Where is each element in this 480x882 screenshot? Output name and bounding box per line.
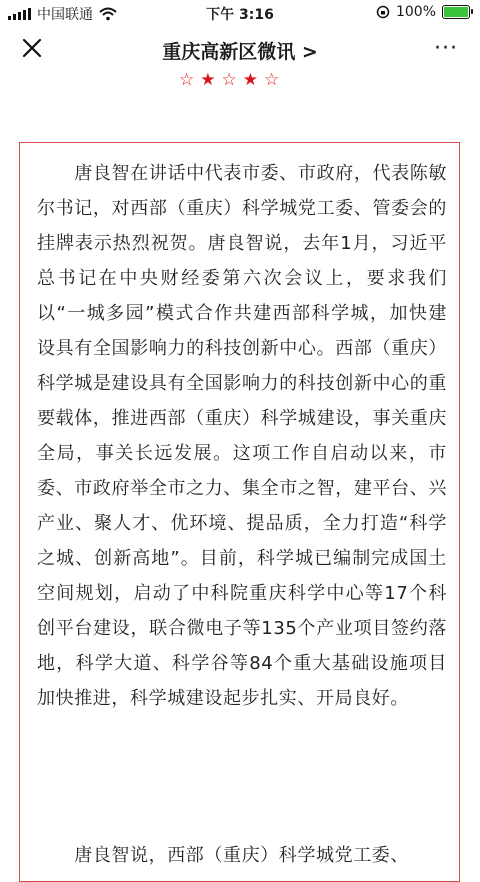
clock: 下午 3:16 <box>206 7 274 23</box>
article-paragraph: 唐良智在讲话中代表市委、市政府，代表陈敏尔书记，对西部（重庆）科学城党工委、管委会的挂牌表示热烈祝贺。唐良智说，去年1月，习近平总书记在中央财经委第六次会议上，要求我们以“一城多园”模式合作共建西部科学城，加快建设具有全国影响力的科技创新中心。西部（重庆）科学城是建设具有全国影响力的科技创新中心的重要载体，推进西部（重庆）科学城建设，事关重庆全局，事关长远发展。这项工作自启动以来，市委、市政府举全市之力、集全市之智，建平台、兴产业、聚人才、优环境、提品质，全力打造“科学之城、创新高地”。目前，科学城已编制完成国土空间规划，启动了中科院重庆科学中心等17个科创平台建设，联合微电子等135个产业项目签约落地，科学大道、科学谷等84个重大基础设施项目加快推进，科学城建设起步扎实、开局良好。 <box>37 163 447 709</box>
star-icon: ★ <box>242 70 258 90</box>
status-bar <box>0 0 480 26</box>
battery-fill <box>444 7 468 17</box>
star-divider <box>179 70 279 90</box>
nav-bar <box>0 26 480 72</box>
star-icon: ☆ <box>264 70 280 90</box>
battery-icon <box>442 5 470 19</box>
article-paragraph: 唐良智说，西部（重庆）科学城党工委、 <box>37 845 409 866</box>
star-icon: ☆ <box>179 70 195 90</box>
page-title[interactable] <box>0 37 480 64</box>
battery-cap <box>471 9 473 14</box>
carrier-label: 中国联通 <box>37 7 93 23</box>
battery-percent: 100% <box>395 4 436 20</box>
page-title-text: 重庆高新区微讯 <box>162 41 296 63</box>
star-icon: ☆ <box>221 70 237 90</box>
chevron-right-icon: > <box>301 41 318 63</box>
star-icon: ★ <box>200 70 216 90</box>
status-right <box>376 4 470 20</box>
rotation-lock-icon <box>376 5 390 19</box>
more-menu-button[interactable]: ··· <box>434 36 458 61</box>
